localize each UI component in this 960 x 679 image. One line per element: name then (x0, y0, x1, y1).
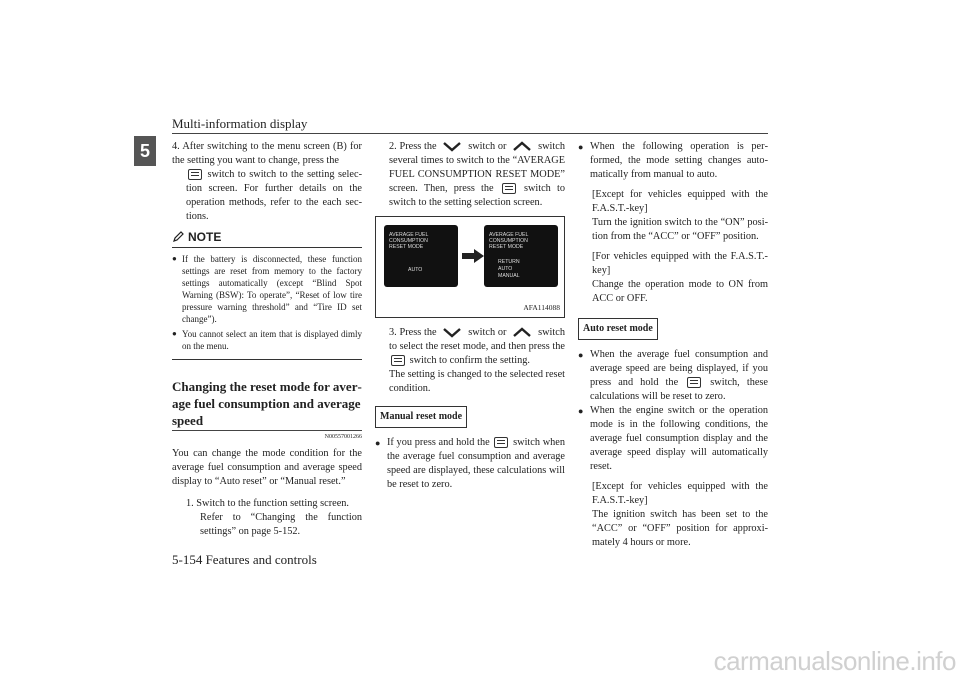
screen-title: AVERAGE FUEL CONSUMPTION RESET MODE (389, 232, 429, 251)
chevron-down-icon (442, 141, 462, 152)
pencil-icon (172, 231, 184, 243)
header-rule (172, 133, 768, 134)
enter-switch-icon (687, 377, 701, 388)
condition-text: Change the operation mode to ON from ACC or OFF. (592, 279, 768, 304)
step4-text-cont: switch to switch to the setting selection screen. For further details on the operation methods, refer to the each sections. (186, 169, 362, 222)
screen-option: AUTO (498, 266, 513, 272)
section-code: N00557001266 (324, 434, 362, 440)
bullet-text: ● When the following operation is performed, the mode setting changes automatically from manual to auto. (578, 140, 768, 182)
bullet-text: ● When the engine switch or the operation mode is in the following conditions, the average fuel consumption display and the average speed display will automatically reset. (578, 404, 768, 474)
screen-option: MANUAL (498, 273, 520, 279)
bullet-text: ● When the average fuel consumption and average speed are being displayed, if you press and hold the switch, these calculations will be reset to zero. (578, 348, 768, 404)
screen-option: RETURN (498, 259, 520, 265)
condition-label: [Except for vehicles equipped with the F.A.S.T.-key] (592, 189, 768, 214)
enter-switch-icon (188, 169, 202, 180)
left-column (172, 140, 362, 539)
note-item: ● You cannot select an item that is displayed dimly on the menu. (172, 328, 362, 352)
screen-title: AVERAGE FUEL CONSUMPTION RESET MODE (489, 232, 529, 251)
manual-reset-text: ● If you press and hold the switch when the average fuel consumption and average speed are displayed, these calculations will be reset to zero. (375, 436, 565, 492)
manual-reset-label: Manual reset mode (375, 406, 467, 428)
screen-value: AUTO (408, 267, 423, 273)
page-header-title: Multi-information display (172, 116, 308, 131)
display-figure (375, 216, 565, 318)
screen-before (384, 225, 458, 287)
condition-text: The ignition switch has been set to the “ACC” or “OFF” position for approximately 4 hours or more. (592, 509, 768, 548)
figure-code: AFA114088 (523, 303, 560, 312)
arrow-right-icon (462, 249, 484, 263)
screen-after (484, 225, 558, 287)
enter-switch-icon (391, 355, 405, 366)
middle-column (375, 140, 565, 492)
step2-text: 2. Press the switch or switch several times to switch to the “AVERAGE FUEL CONSUMPTION RESET MODE” screen. Then, press the switch to switch to the setting selection screen. (389, 141, 565, 208)
condition-text: Turn the ignition switch to the “ON” position from the “ACC” or “OFF” position. (592, 217, 768, 242)
page-footer: 5-154 Features and controls (172, 552, 317, 567)
auto-reset-label: Auto reset mode (578, 318, 658, 340)
section-title: Changing the reset mode for average fuel consumption and average speed (172, 378, 362, 431)
chevron-down-icon (442, 327, 462, 338)
condition-label: [Except for vehicles equipped with the F.A.S.T.-key] (592, 481, 768, 506)
step3-text: 3. Press the switch or switch to select the reset mode, and then press the switch to confirm the setting. (389, 327, 565, 366)
step3-result: The setting is changed to the selected reset condition. (389, 369, 565, 394)
step1-ref: Refer to “Changing the function settings” on page 5-152. (200, 512, 362, 537)
step1-text: 1. Switch to the function setting screen. (186, 498, 350, 509)
enter-switch-icon (502, 183, 516, 194)
chevron-up-icon (512, 141, 532, 152)
chevron-up-icon (512, 327, 532, 338)
note-item: ● If the battery is disconnected, these function settings are reset from memory to the factory settings automatically (except “Blind Spot Warning (BSW): To operate”, “Reset of low tire pressure warning threshold” and “Tire ID set change”). (172, 253, 362, 325)
watermark: carmanualsonline.info (713, 646, 956, 676)
note-header: NOTE (172, 230, 362, 244)
condition-label: [For vehicles equipped with the F.A.S.T.-key] (592, 251, 768, 276)
enter-switch-icon (494, 437, 508, 448)
step4-text: 4. After switching to the menu screen (B) for the setting you want to change, press the (172, 141, 362, 166)
note-box (172, 247, 362, 360)
right-column (578, 140, 768, 550)
intro-text: You can change the mode condition for the average fuel consumption and average speed display to “Auto reset” or “Manual reset.” (172, 448, 362, 487)
chapter-tab: 5 (134, 136, 156, 166)
